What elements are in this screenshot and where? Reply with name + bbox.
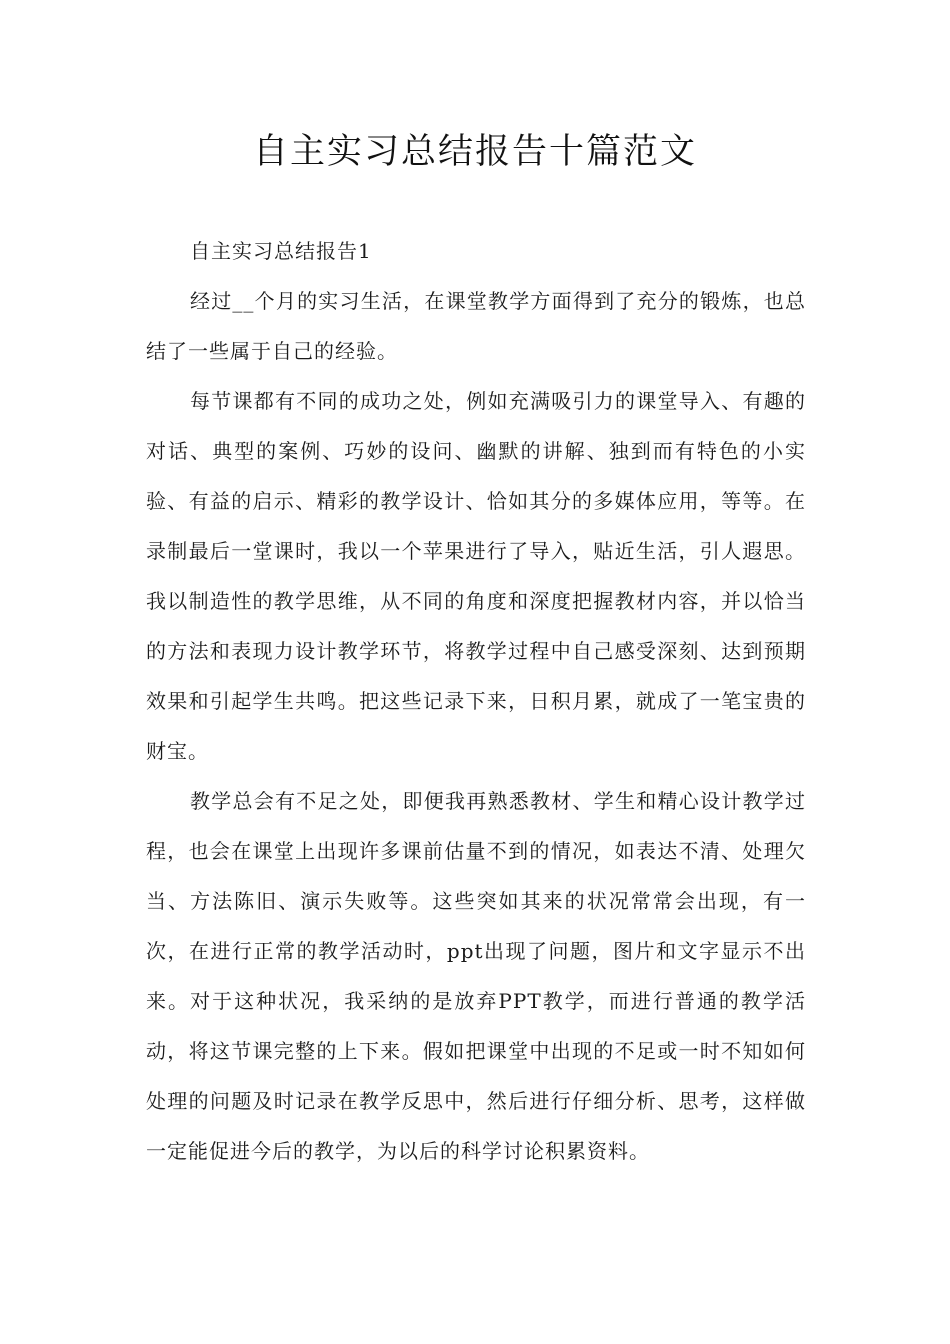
paragraph-3: 教学总会有不足之处，即便我再熟悉教材、学生和精心设计教学过程，也会在课堂上出现许多课前估量不到的情况，如表达不清、处理欠当、方法陈旧、演示失败等。这些突如其来的状况常常会出现，有一次，在进行正常的教学活动时，ppt出现了问题，图片和文字显示不出来。对于这种状况，我采纳的是放弃PPT教学，而进行普通的教学活动，将这节课完整的上下来。假如把课堂中出现的不足或一时不知如何处理的问题及时记录在教学反思中，然后进行仔细分析、思考，这样做一定能促进今后的教学，为以后的科学讨论积累资料。 (146, 789, 806, 1163)
document-body (146, 226, 806, 1176)
paragraph-2: 每节课都有不同的成功之处，例如充满吸引力的课堂导入、有趣的对话、典型的案例、巧妙的设问、幽默的讲解、独到而有特色的小实验、有益的启示、精彩的教学设计、恰如其分的多媒体应用，等等。在录制最后一堂课时，我以一个苹果进行了导入，贴近生活，引人遐思。我以制造性的教学思维，从不同的角度和深度把握教材内容，并以恰当的方法和表现力设计教学环节，将教学过程中自己感受深刻、达到预期效果和引起学生共鸣。把这些记录下来，日积月累，就成了一笔宝贵的财宝。 (146, 389, 806, 763)
paragraph-1: 经过__个月的实习生活，在课堂教学方面得到了充分的锻炼，也总结了一些属于自己的经验。 (146, 289, 806, 363)
document-title: 自主实习总结报告十篇范文 (252, 132, 697, 172)
section-heading: 自主实习总结报告1 (190, 239, 372, 263)
